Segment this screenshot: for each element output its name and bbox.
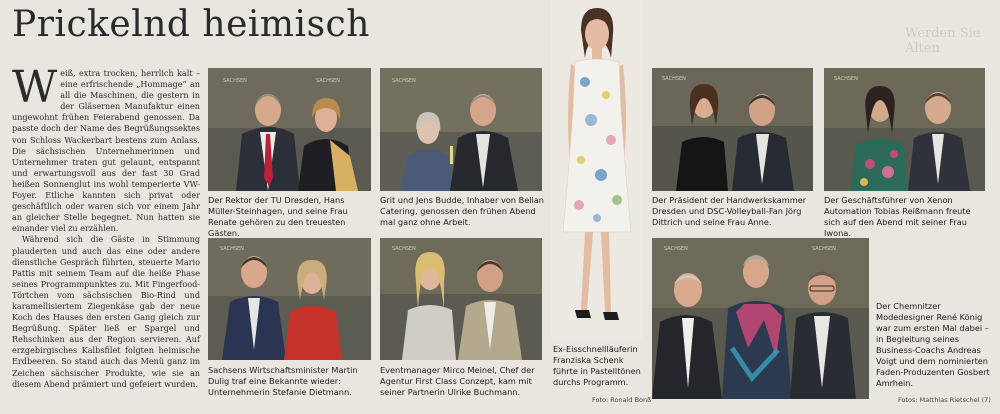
caption-rector: Der Rektor der TU Dresden, Hans Müller-Steinhagen, und seine Frau Renate gehören zu den treuesten Gästen.: [208, 195, 348, 238]
caption-schenk: Ex-Eisschnellläuferin Franziska Schenk führte in Pastelltönen durchs Programm.: [553, 344, 641, 387]
svg-text:SACHSEN: SACHSEN: [316, 78, 340, 84]
article-paragraph: Weiß, extra trocken, herrlich kalt – eine erfrischende „Hommage“ an all die Maschinen, die gestern in der Gläsernen Manufaktur einen ungewohnt frühen Feierabend genossen. Da passte doch der Name des Begrüßungssektes von Schloss Wackerbart bestens zum Anlass. Die sächsischen Unternehmerinnen und Unternehmer traten gut gelaunt, entspannt und erwartungsvoll aus der fast 30 Grad heißen Sonnenglut ins wohl temperierte VW-Foyer. Etliche kannten sich privat oder geschäftlich oder waren sich vor einem Jahr an gleicher Stelle begegnet. Nun hatten sie einander viel zu erzählen.: [12, 62, 200, 234]
caption-koenig: Der Chemnitzer Modedesigner René König war zum ersten Mal dabei – in Begleitung seines Business-Coachs Andreas Voigt und dem nominierten Faden-Produzenten Gosbert Amrhein.: [876, 301, 990, 388]
photo-rector-couple: [208, 68, 371, 191]
photo-meinel-buchmann: [380, 238, 542, 360]
caption-dulig: Sachsens Wirtschaftsminister Martin Dulig traf eine Bekannte wieder: Unternehmerin Stefanie Dietmann.: [208, 365, 358, 397]
svg-text:SACHSEN: SACHSEN: [662, 76, 686, 82]
svg-text:SACHSEN: SACHSEN: [812, 246, 836, 252]
svg-text:SACHSEN: SACHSEN: [664, 246, 688, 252]
photo-dittrich-couple: [652, 68, 813, 191]
article-paragraph: Während sich die Gäste in Stimmung plauderten und auch das eine oder andere dienstliche Gespräch führten, steuerte Mario Pattis mit seinem Team auf die heiße Phase seines Programmpunktes zu. Mit Fingerfood-Törtchen vom sächsischen Bio-Rind und karamellisiertem Ziegenkäse gab der neue Koch des Hauses den ersten Gang gleich zur Begrüßung. Später ließ er Spargel und Rehschinken aus der Region servieren. Auf erzgebirgisches Kalbsfilet folgten heimische Erdbeeren. So stand auch das Menü ganz im Zeichen sächsischer Produkte, wie sie an diesem Abend prämiert und gefeiert wurden.: [12, 234, 200, 389]
photo-koenig-trio: [652, 238, 869, 399]
svg-text:SACHSEN: SACHSEN: [392, 78, 416, 84]
caption-budde: Grit und Jens Budde, Inhaber von Bellan Catering, genossen den frühen Abend mal ganz ohne Arbeit.: [380, 195, 544, 227]
svg-text:SACHSEN: SACHSEN: [220, 246, 244, 252]
headline: Prickelnd heimisch: [12, 4, 370, 45]
photo-dulig-dietmann: [208, 238, 371, 360]
caption-meinel: Eventmanager Mirco Meinel, Chef der Agentur First Class Conzept, kam mit seiner Partnerin Ulrike Buchmann.: [380, 365, 535, 397]
drop-cap: W: [12, 62, 58, 113]
photo-credit-series: Fotos: Matthias Rietschel (7): [898, 396, 991, 404]
caption-reissmann: Der Geschäftsführer von Xenon Automation Tobias Reißmann freute sich auf den Abend mit seiner Frau Iwona.: [824, 195, 971, 238]
photo-reissmann-couple: [824, 68, 985, 191]
photo-budde-couple: [380, 68, 542, 191]
svg-text:SACHSEN: SACHSEN: [834, 76, 858, 82]
photo-franziska-schenk: [551, 0, 643, 340]
article-body: [12, 62, 200, 390]
caption-dittrich: Der Präsident der Handwerkskammer Dresden und DSC-Volleyball-Fan Jörg Dittrich und seine Frau Anne.: [652, 195, 807, 227]
neighbor-column-text: Werden Sie Alten: [905, 26, 981, 56]
backdrop-logo: SACHSEN: [223, 78, 247, 84]
svg-text:SACHSEN: SACHSEN: [392, 246, 416, 252]
photo-credit-single: Foto: Ronald Bonß: [592, 396, 652, 404]
